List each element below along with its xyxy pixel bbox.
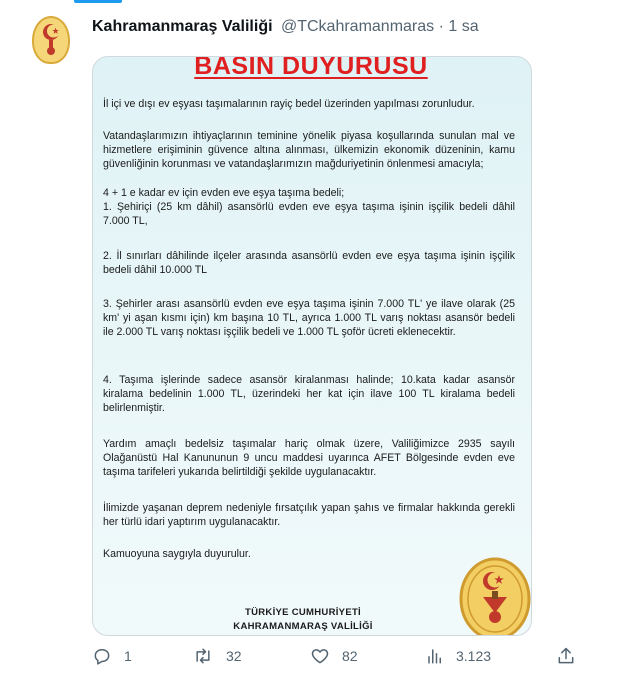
like-button[interactable]: [310, 646, 358, 666]
governorship-seal-icon: [459, 557, 531, 636]
retweet-count: 32: [226, 648, 242, 664]
reply-button[interactable]: [92, 646, 132, 666]
tweet-header: [92, 18, 479, 36]
paragraph-sanction: İlimizde yaşanan deprem nedeniyle fırsatçılık yapan şahıs ve firmalar hakkında gerekli her türlü idari yaptırım uygulanacaktır.: [103, 502, 515, 529]
views-button[interactable]: [426, 646, 491, 666]
reply-count: 1: [124, 648, 132, 664]
document-title: BASIN DUYURUSU: [194, 56, 428, 80]
list-item-2: 2. İl sınırları dâhilinde ilçeler arasında asansörlü evden eve eşya taşıma işinin işçilik bedeli dâhil 10.000 TL: [103, 250, 515, 277]
reply-icon: [92, 646, 112, 666]
paragraph-1: İl içi ve dışı ev eşyası taşımalarının rayiç bedel üzerinden yapılması zorunludur.: [103, 98, 475, 110]
paragraph-closing: Kamuoyuna saygıyla duyurulur.: [103, 548, 251, 560]
tweet-image[interactable]: [92, 56, 532, 636]
paragraph-3: 4 + 1 e kadar ev için evden eve eşya taşıma bedeli;: [103, 187, 345, 199]
avatar[interactable]: [32, 16, 70, 64]
tab-indicator: [74, 0, 122, 3]
like-icon: [310, 646, 330, 666]
share-button[interactable]: [556, 646, 576, 666]
views-count: 3.123: [456, 648, 492, 664]
author-name[interactable]: Kahramanmaraş Valiliği: [92, 18, 273, 35]
separator-dot: ·: [438, 18, 444, 35]
retweet-button[interactable]: [192, 646, 242, 666]
tweet-actions: [0, 646, 640, 676]
list-item-1: 1. Şehiriçi (25 km dâhil) asansörlü evden eve eşya taşıma işinin işçilik bedeli dâhil 7.000 TL,: [103, 201, 515, 228]
share-icon: [556, 646, 576, 666]
list-item-3: 3. Şehirler arası asansörlü evden eve eşya taşıma işinin 7.000 TL' ye ilave olarak (25 km' yi aşan kısmı için) km başına 10 TL, ayrıca 1.000 TL varış noktası asansör bedeli ile 2.000 TL varış noktası işçilik bedeli ve 1.000 TL şoför ücreti eklenecektir.: [103, 298, 515, 339]
timestamp[interactable]: 1 sa: [448, 18, 479, 35]
governorship-emblem-icon: [34, 18, 68, 62]
paragraph-afet: Yardım amaçlı bedelsiz taşımalar hariç olmak üzere, Valiliğimizce 2935 sayılı Olağanüstü Hal Kanununun 9 uncu maddesi uyarınca AFET Bölgesinde evden eve taşıma tarifeleri yukarıda belirtildiği şekilde uygulanacaktır.: [103, 438, 515, 479]
retweet-icon: [192, 646, 214, 666]
footer-line-1: TÜRKİYE CUMHURİYETİ: [244, 607, 361, 618]
author-handle[interactable]: @TCkahramanmaras: [280, 18, 435, 35]
footer-line-2: KAHRAMANMARAŞ VALİLİĞİ: [233, 621, 373, 632]
paragraph-2: Vatandaşlarımızın ihtiyaçlarının teminine yönelik piyasa koşullarında sunulan mal ve hizmetlere erişiminin güvence altına alınması, ülkemizin ekonomik düzeninin, kamu güvenliğinin korunması ve vatandaşlarımızın mağduriyetinin önlenmesi amacıyla;: [103, 130, 515, 171]
list-item-4: 4. Taşıma işlerinde sadece asansör kiralanması halinde; 10.kata kadar asansör kiralama bedelinin 1.000 TL, üzerindeki her kat için ilave 100 TL kiralama bedeli belirlenmiştir.: [103, 374, 515, 415]
like-count: 82: [342, 648, 358, 664]
views-icon: [426, 646, 444, 666]
